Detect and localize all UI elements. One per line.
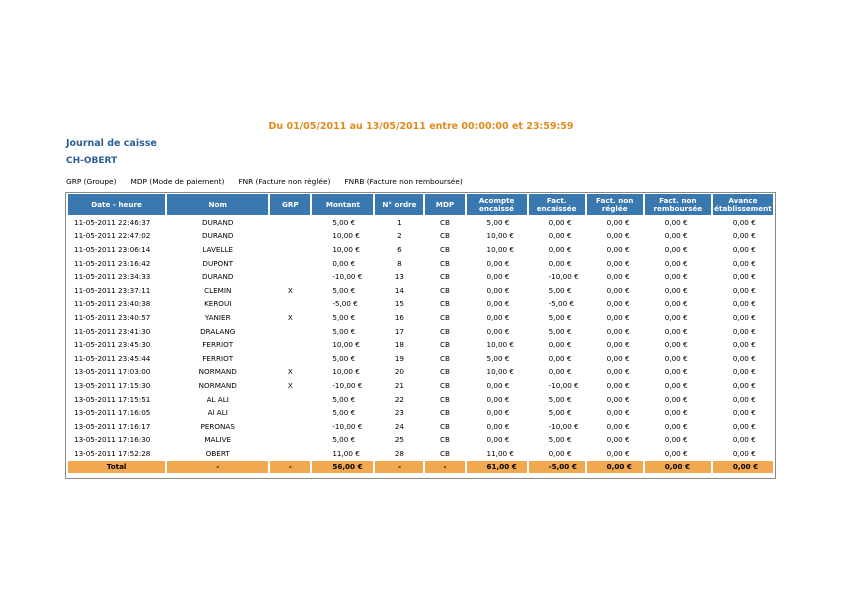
- cell-invoice-collected: -10,00 €: [548, 272, 579, 282]
- cell-order-number: 24: [394, 421, 405, 431]
- cell-group: [270, 393, 310, 406]
- cell-deposit-collected: 5,00 €: [486, 217, 510, 227]
- cell-invoice-unpaid: 0,00 €: [606, 312, 630, 322]
- cell-deposit-collected: 10,00 €: [486, 367, 514, 377]
- establishment-name: CH-OBERT: [66, 156, 118, 166]
- cell-order-number: 25: [394, 435, 405, 445]
- cell-amount: 5,00 €: [332, 217, 356, 227]
- cell-name: DRALANG: [200, 326, 236, 336]
- cell-deposit-collected: 0,00 €: [486, 258, 510, 268]
- cell-group: X: [287, 285, 293, 295]
- cell-establishment-advance: 0,00 €: [732, 244, 756, 254]
- cell-invoice-unrefunded: 0,00 €: [664, 448, 688, 458]
- cell-name: DUPONT: [202, 258, 233, 268]
- cell-deposit-collected: 5,00 €: [486, 353, 510, 363]
- cell-order-number: 28: [394, 448, 405, 458]
- cell-payment-mode: CB: [440, 394, 450, 404]
- legend-item: MDP (Mode de paiement): [130, 177, 225, 186]
- cell-group: [270, 420, 310, 433]
- total-cell-name: -: [167, 461, 268, 473]
- column-header-order-number: [375, 194, 423, 215]
- table-row: [68, 447, 773, 460]
- column-header-label: Montant: [325, 199, 360, 209]
- cell-establishment-advance: 0,00 €: [732, 326, 756, 336]
- cell-deposit-collected: 0,00 €: [486, 312, 510, 322]
- cell-order-number: 6: [397, 244, 402, 254]
- cell-establishment-advance: 0,00 €: [732, 435, 756, 445]
- column-header-label: Date - heure: [91, 199, 142, 209]
- table-body: [68, 216, 773, 473]
- cell-order-number: 20: [394, 367, 405, 377]
- legend-item: GRP (Groupe): [66, 177, 117, 186]
- cell-name: NORMAND: [198, 380, 237, 390]
- cell-invoice-unrefunded: 0,00 €: [664, 380, 688, 390]
- cell-deposit-collected: 10,00 €: [486, 231, 514, 241]
- cell-name: OBERT: [205, 448, 230, 458]
- table-row: [68, 352, 773, 365]
- cell-invoice-unrefunded: 0,00 €: [664, 258, 688, 268]
- cell-deposit-collected: 10,00 €: [486, 244, 514, 254]
- cell-group: [270, 406, 310, 419]
- table-row: [68, 257, 773, 270]
- column-header-label: Fact.: [546, 195, 567, 205]
- cell-name: CLEMIN: [204, 285, 232, 295]
- cell-group: [270, 338, 310, 351]
- table-row: [68, 434, 773, 447]
- cell-invoice-unrefunded: 0,00 €: [664, 353, 688, 363]
- cell-payment-mode: CB: [440, 340, 450, 350]
- column-header-amount: [312, 194, 373, 215]
- cell-establishment-advance: 0,00 €: [732, 258, 756, 268]
- cell-invoice-unrefunded: 0,00 €: [664, 435, 688, 445]
- cell-amount: 5,00 €: [332, 394, 356, 404]
- cell-invoice-unrefunded: 0,00 €: [664, 340, 688, 350]
- cell-invoice-collected: 5,00 €: [548, 408, 572, 418]
- cell-order-number: 22: [394, 394, 405, 404]
- cell-name: FERRIOT: [202, 340, 234, 350]
- report-title: Journal de caisse: [66, 138, 157, 149]
- column-header-name: [167, 194, 268, 215]
- table-row: [68, 216, 773, 229]
- cell-invoice-unpaid: 0,00 €: [606, 435, 630, 445]
- cell-amount: 5,00 €: [332, 326, 356, 336]
- column-header-label: GRP: [281, 199, 299, 209]
- cell-invoice-unrefunded: 0,00 €: [664, 217, 688, 227]
- cash-journal-table-frame: [65, 192, 776, 479]
- cell-invoice-unrefunded: 0,00 €: [664, 285, 688, 295]
- table-row: [68, 298, 773, 311]
- column-header-establishment-advance: [713, 194, 773, 215]
- cell-name: LAVELLE: [202, 244, 234, 254]
- cell-invoice-unpaid: 0,00 €: [606, 394, 630, 404]
- cell-payment-mode: CB: [440, 231, 450, 241]
- cell-invoice-collected: 0,00 €: [548, 448, 572, 458]
- cell-establishment-advance: 0,00 €: [732, 394, 756, 404]
- column-header-invoice-unpaid: [587, 194, 643, 215]
- cell-amount: 0,00 €: [332, 258, 356, 268]
- cell-payment-mode: CB: [440, 435, 450, 445]
- column-header-label: Fact. non: [595, 195, 634, 205]
- cell-establishment-advance: 0,00 €: [732, 312, 756, 322]
- cell-invoice-collected: 0,00 €: [548, 244, 572, 254]
- cell-invoice-collected: -5,00 €: [548, 299, 575, 309]
- cell-amount: 10,00 €: [332, 244, 360, 254]
- cell-invoice-unpaid: 0,00 €: [606, 353, 630, 363]
- cell-invoice-unrefunded: 0,00 €: [664, 312, 688, 322]
- cell-invoice-collected: 5,00 €: [548, 435, 572, 445]
- cell-invoice-unpaid: 0,00 €: [606, 408, 630, 418]
- cell-amount: 5,00 €: [332, 353, 356, 363]
- cell-date-time: 11-05-2011 22:47:02: [74, 231, 151, 241]
- cell-invoice-unpaid: 0,00 €: [606, 299, 630, 309]
- cell-deposit-collected: 0,00 €: [486, 394, 510, 404]
- cell-order-number: 19: [394, 353, 405, 363]
- cell-invoice-collected: 0,00 €: [548, 367, 572, 377]
- cell-group: [270, 257, 310, 270]
- column-header-label: Nom: [208, 199, 227, 209]
- cell-date-time: 11-05-2011 23:41:30: [74, 326, 151, 336]
- cell-deposit-collected: 10,00 €: [486, 340, 514, 350]
- column-header-deposit-collected: [467, 194, 527, 215]
- cell-deposit-collected: 0,00 €: [486, 285, 510, 295]
- cell-name: KEROUI: [204, 299, 232, 309]
- cell-amount: 5,00 €: [332, 435, 356, 445]
- cell-invoice-unpaid: 0,00 €: [606, 380, 630, 390]
- cell-deposit-collected: 11,00 €: [486, 448, 514, 458]
- cell-payment-mode: CB: [440, 258, 450, 268]
- cell-name: DURAND: [202, 272, 234, 282]
- cell-name: AL ALI: [206, 394, 229, 404]
- cell-order-number: 2: [397, 231, 402, 241]
- table-row: [68, 270, 773, 283]
- column-header-invoice-unrefunded: [645, 194, 711, 215]
- total-cell-amount: 56,00 €: [312, 461, 373, 473]
- cell-date-time: 11-05-2011 22:46:37: [74, 217, 151, 227]
- cell-amount: 10,00 €: [332, 231, 360, 241]
- cell-order-number: 14: [394, 285, 405, 295]
- column-header-label: MDP: [435, 199, 455, 209]
- cell-date-time: 11-05-2011 23:37:11: [74, 285, 151, 295]
- cell-invoice-unrefunded: 0,00 €: [664, 231, 688, 241]
- cell-group: X: [287, 367, 293, 377]
- cell-amount: 10,00 €: [332, 367, 360, 377]
- table-header-row: [68, 194, 773, 215]
- cell-invoice-collected: 0,00 €: [548, 217, 572, 227]
- report-period: Du 01/05/2011 au 13/05/2011 entre 00:00:00 et 23:59:59: [268, 121, 574, 132]
- cell-payment-mode: CB: [440, 244, 450, 254]
- cell-group: [270, 325, 310, 338]
- cell-group: [270, 243, 310, 256]
- column-header-group: [270, 194, 310, 215]
- cell-deposit-collected: 0,00 €: [486, 380, 510, 390]
- total-cell-date-time: Total: [68, 461, 165, 473]
- cell-invoice-unrefunded: 0,00 €: [664, 244, 688, 254]
- cell-order-number: 8: [397, 258, 402, 268]
- cell-invoice-collected: 0,00 €: [548, 231, 572, 241]
- total-row: [68, 461, 773, 473]
- cell-date-time: 13-05-2011 17:16:17: [74, 421, 151, 431]
- cell-deposit-collected: 0,00 €: [486, 421, 510, 431]
- cell-payment-mode: CB: [440, 299, 450, 309]
- cell-group: [270, 230, 310, 243]
- cell-amount: 5,00 €: [332, 408, 356, 418]
- cell-date-time: 13-05-2011 17:15:51: [74, 394, 151, 404]
- cell-date-time: 11-05-2011 23:34:33: [74, 272, 151, 282]
- cell-date-time: 13-05-2011 17:15:30: [74, 380, 151, 390]
- cell-invoice-collected: -10,00 €: [548, 421, 579, 431]
- cell-order-number: 21: [394, 380, 405, 390]
- total-cell-order-number: -: [375, 461, 423, 473]
- cell-invoice-unpaid: 0,00 €: [606, 448, 630, 458]
- cell-group: [270, 447, 310, 460]
- cell-payment-mode: CB: [440, 367, 450, 377]
- cell-date-time: 11-05-2011 23:45:30: [74, 340, 151, 350]
- cell-amount: 11,00 €: [332, 448, 360, 458]
- cell-amount: -10,00 €: [332, 272, 363, 282]
- cell-invoice-collected: 0,00 €: [548, 340, 572, 350]
- column-header-label: réglée: [601, 203, 628, 213]
- table-row: [68, 406, 773, 419]
- cell-group: [270, 352, 310, 365]
- cell-payment-mode: CB: [440, 217, 450, 227]
- cell-order-number: 18: [394, 340, 405, 350]
- table-row: [68, 243, 773, 256]
- cell-name: NORMAND: [198, 367, 237, 377]
- cell-establishment-advance: 0,00 €: [732, 299, 756, 309]
- table-row: [68, 420, 773, 433]
- cell-invoice-collected: 0,00 €: [548, 258, 572, 268]
- cell-invoice-collected: 5,00 €: [548, 285, 572, 295]
- cell-amount: 5,00 €: [332, 285, 356, 295]
- cell-payment-mode: CB: [440, 326, 450, 336]
- cell-invoice-unrefunded: 0,00 €: [664, 408, 688, 418]
- total-cell-group: -: [270, 461, 310, 473]
- total-cell-payment-mode: -: [425, 461, 464, 473]
- cell-establishment-advance: 0,00 €: [732, 421, 756, 431]
- cell-deposit-collected: 0,00 €: [486, 299, 510, 309]
- cell-invoice-unpaid: 0,00 €: [606, 285, 630, 295]
- column-header-label: N° ordre: [382, 199, 417, 209]
- cell-establishment-advance: 0,00 €: [732, 285, 756, 295]
- abbreviation-legend: [66, 177, 463, 186]
- cell-payment-mode: CB: [440, 353, 450, 363]
- cell-establishment-advance: 0,00 €: [732, 272, 756, 282]
- cell-payment-mode: CB: [440, 421, 450, 431]
- cell-amount: 5,00 €: [332, 312, 356, 322]
- cell-order-number: 17: [394, 326, 405, 336]
- total-cell-invoice-unpaid: 0,00 €: [587, 461, 643, 473]
- cell-invoice-unrefunded: 0,00 €: [664, 394, 688, 404]
- cell-name: FERRIOT: [202, 353, 234, 363]
- cell-name: DURAND: [202, 217, 234, 227]
- cell-name: YANIER: [204, 312, 231, 322]
- cell-invoice-unrefunded: 0,00 €: [664, 272, 688, 282]
- cell-invoice-unpaid: 0,00 €: [606, 217, 630, 227]
- cell-payment-mode: CB: [440, 272, 450, 282]
- cell-invoice-unpaid: 0,00 €: [606, 421, 630, 431]
- cell-payment-mode: CB: [440, 448, 450, 458]
- cell-date-time: 13-05-2011 17:16:30: [74, 435, 151, 445]
- column-header-payment-mode: [425, 194, 464, 215]
- total-cell-establishment-advance: 0,00 €: [713, 461, 773, 473]
- table-row: [68, 284, 773, 297]
- cell-payment-mode: CB: [440, 285, 450, 295]
- cell-order-number: 15: [394, 299, 405, 309]
- table-row: [68, 230, 773, 243]
- total-cell-invoice-unrefunded: 0,00 €: [645, 461, 711, 473]
- cell-group: [270, 216, 310, 229]
- cell-group: [270, 298, 310, 311]
- cell-establishment-advance: 0,00 €: [732, 448, 756, 458]
- column-header-label: Fact. non: [659, 195, 697, 205]
- cell-payment-mode: CB: [440, 408, 450, 418]
- cell-payment-mode: CB: [440, 312, 450, 322]
- cell-establishment-advance: 0,00 €: [732, 408, 756, 418]
- cell-invoice-collected: 5,00 €: [548, 312, 572, 322]
- table-row: [68, 325, 773, 338]
- cell-date-time: 11-05-2011 23:45:44: [74, 353, 151, 363]
- cell-date-time: 11-05-2011 23:16:42: [74, 258, 151, 268]
- cell-amount: -10,00 €: [332, 421, 363, 431]
- column-header-label: remboursée: [653, 203, 703, 213]
- cell-invoice-collected: 0,00 €: [548, 353, 572, 363]
- cell-establishment-advance: 0,00 €: [732, 231, 756, 241]
- cell-date-time: 13-05-2011 17:16:05: [74, 408, 151, 418]
- cell-group: X: [287, 312, 293, 322]
- cell-payment-mode: CB: [440, 380, 450, 390]
- cell-invoice-unpaid: 0,00 €: [606, 272, 630, 282]
- cell-establishment-advance: 0,00 €: [732, 340, 756, 350]
- legend-item: FNR (Facture non réglée): [238, 177, 331, 186]
- column-header-label: établissement: [714, 203, 772, 213]
- cell-deposit-collected: 0,00 €: [486, 326, 510, 336]
- cell-amount: -10,00 €: [332, 380, 363, 390]
- cell-invoice-collected: 5,00 €: [548, 326, 572, 336]
- total-cell-invoice-collected: -5,00 €: [529, 461, 585, 473]
- cell-invoice-collected: 5,00 €: [548, 394, 572, 404]
- cell-name: PERONAS: [200, 421, 235, 431]
- cell-date-time: 13-05-2011 17:52:28: [74, 448, 151, 458]
- cell-order-number: 1: [397, 217, 402, 227]
- cell-group: [270, 270, 310, 283]
- column-header-invoice-collected: [529, 194, 585, 215]
- cell-invoice-unpaid: 0,00 €: [606, 326, 630, 336]
- cell-invoice-unpaid: 0,00 €: [606, 258, 630, 268]
- cell-date-time: 11-05-2011 23:40:57: [74, 312, 151, 322]
- cell-group: [270, 434, 310, 447]
- cell-invoice-unpaid: 0,00 €: [606, 231, 630, 241]
- cell-invoice-unpaid: 0,00 €: [606, 340, 630, 350]
- cell-invoice-unrefunded: 0,00 €: [664, 299, 688, 309]
- column-header-date-time: [68, 194, 165, 215]
- column-header-label: Avance: [728, 195, 758, 205]
- cell-invoice-unpaid: 0,00 €: [606, 367, 630, 377]
- cell-establishment-advance: 0,00 €: [732, 367, 756, 377]
- cell-amount: -5,00 €: [332, 299, 358, 309]
- cell-amount: 10,00 €: [332, 340, 360, 350]
- cell-order-number: 16: [394, 312, 405, 322]
- table-row: [68, 366, 773, 379]
- cell-invoice-unrefunded: 0,00 €: [664, 421, 688, 431]
- cell-name: MALIVE: [204, 435, 232, 445]
- cash-journal-table: [66, 193, 775, 474]
- cell-establishment-advance: 0,00 €: [732, 217, 756, 227]
- cell-establishment-advance: 0,00 €: [732, 353, 756, 363]
- column-header-label: encaissée: [536, 203, 577, 213]
- cell-name: Al ALI: [207, 408, 228, 418]
- cell-invoice-unrefunded: 0,00 €: [664, 367, 688, 377]
- cell-order-number: 13: [394, 272, 405, 282]
- cell-group: X: [287, 380, 293, 390]
- cell-invoice-collected: -10,00 €: [548, 380, 579, 390]
- cell-deposit-collected: 0,00 €: [486, 435, 510, 445]
- table-row: [68, 379, 773, 392]
- column-header-label: Acompte: [478, 195, 515, 205]
- cell-date-time: 11-05-2011 23:06:14: [74, 244, 151, 254]
- legend-item: FNRB (Facture non remboursée): [344, 177, 463, 186]
- table-row: [68, 393, 773, 406]
- table-row: [68, 338, 773, 351]
- cell-invoice-unrefunded: 0,00 €: [664, 326, 688, 336]
- cell-date-time: 13-05-2011 17:03:00: [74, 367, 151, 377]
- cell-deposit-collected: 0,00 €: [486, 408, 510, 418]
- cell-invoice-unpaid: 0,00 €: [606, 244, 630, 254]
- cell-establishment-advance: 0,00 €: [732, 380, 756, 390]
- cell-date-time: 11-05-2011 23:40:38: [74, 299, 151, 309]
- table-row: [68, 311, 773, 324]
- cell-deposit-collected: 0,00 €: [486, 272, 510, 282]
- cell-name: DURAND: [202, 231, 234, 241]
- total-cell-deposit-collected: 61,00 €: [467, 461, 527, 473]
- column-header-label: encaissé: [479, 203, 515, 213]
- cell-order-number: 23: [394, 408, 405, 418]
